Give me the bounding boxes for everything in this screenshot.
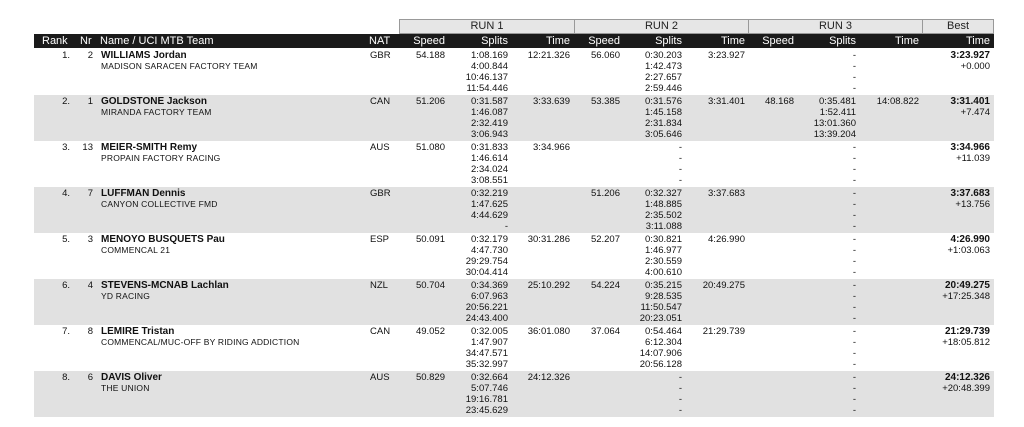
col-nat: NAT	[369, 35, 391, 47]
r2-time: 3:23.927	[708, 50, 745, 61]
r3-split: -	[852, 372, 856, 383]
r1-split: 2:34.024	[471, 164, 508, 175]
bib-number: 8	[87, 326, 93, 337]
r1-split: 1:46.614	[471, 153, 508, 164]
r2-split: -	[678, 405, 682, 416]
r3-split: -	[852, 234, 856, 245]
time-gap: +11.039	[956, 153, 990, 164]
r2-split: 1:48.885	[645, 199, 682, 210]
time-gap: +17:25.348	[942, 291, 990, 302]
r1-split: 23:45.629	[465, 405, 508, 416]
best-time: 21:29.739	[944, 326, 990, 337]
r2-split: 9:28.535	[645, 291, 682, 302]
time-gap: +18:05.812	[942, 337, 990, 348]
rider-name: DAVIS Oliver	[101, 372, 162, 383]
r2-split: 2:59.446	[645, 83, 682, 94]
run1-header: RUN 1	[399, 19, 575, 34]
r1-time: 24:12.326	[527, 372, 570, 383]
r1-split: 0:34.369	[471, 280, 508, 291]
col-r1-time: Time	[545, 35, 570, 47]
r2-split: -	[678, 142, 682, 153]
r1-time: 25:10.292	[527, 280, 570, 291]
r3-split: -	[852, 72, 856, 83]
team-name: MIRANDA FACTORY TEAM	[101, 107, 212, 117]
r1-split: 1:46.087	[471, 107, 508, 118]
r1-time: 30:31.286	[527, 234, 570, 245]
r1-split: 4:00.844	[471, 61, 508, 72]
col-r2-speed: Speed	[588, 35, 620, 47]
r1-split: 24:43.400	[465, 313, 508, 324]
r2-split: 3:11.088	[645, 221, 682, 232]
rank-cell: 1.	[62, 50, 70, 61]
r1-speed: 50.091	[415, 234, 445, 245]
rider-name: LEMIRE Tristan	[101, 326, 175, 337]
run2-header: RUN 2	[574, 19, 749, 34]
team-name: COMMENCAL 21	[101, 245, 171, 255]
r2-split: 3:05.646	[645, 129, 682, 140]
r3-split: -	[852, 175, 856, 186]
best-time: 20:49.275	[944, 280, 990, 291]
r2-split: 20:23.051	[639, 313, 682, 324]
team-name: COMMENCAL/MUC-OFF BY RIDING ADDICTION	[101, 337, 300, 347]
best-time: 4:26.990	[950, 234, 990, 245]
team-name: CANYON COLLECTIVE FMD	[101, 199, 218, 209]
r2-split: 0:35.215	[645, 280, 682, 291]
r1-split: 5:07.746	[471, 383, 508, 394]
r3-split: 13:01.360	[813, 118, 856, 129]
r1-speed: 50.704	[415, 280, 445, 291]
col-r2-splits: Splits	[655, 35, 682, 47]
r1-split: 30:04.414	[465, 267, 508, 278]
run3-header: RUN 3	[748, 19, 923, 34]
r1-split: 3:08.551	[471, 175, 508, 186]
r3-split: -	[852, 302, 856, 313]
r2-split: 2:31.834	[645, 118, 682, 129]
time-gap: +13.756	[955, 199, 990, 210]
time-gap: +7.474	[960, 107, 990, 118]
r2-split: 2:27.657	[645, 72, 682, 83]
r3-split: -	[852, 164, 856, 175]
r1-split: 0:32.179	[471, 234, 508, 245]
rider-name: LUFFMAN Dennis	[101, 188, 186, 199]
r1-split: 0:31.833	[471, 142, 508, 153]
bib-number: 2	[87, 50, 93, 61]
r2-split: 20:56.128	[639, 359, 682, 370]
r1-time: 36:01.080	[527, 326, 570, 337]
col-name: Name / UCI MTB Team	[100, 35, 214, 47]
r3-split: 1:52.411	[819, 107, 856, 118]
r3-time: 14:08.822	[876, 96, 919, 107]
r3-speed: 48.168	[764, 96, 794, 107]
r3-split: -	[852, 359, 856, 370]
col-r3-speed: Speed	[762, 35, 794, 47]
r2-split: -	[678, 383, 682, 394]
rank-cell: 6.	[62, 280, 70, 291]
rank-cell: 3.	[62, 142, 70, 153]
rank-cell: 2.	[62, 96, 70, 107]
r2-split: -	[678, 372, 682, 383]
r1-split: 0:32.219	[471, 188, 508, 199]
rank-cell: 8.	[62, 372, 70, 383]
r1-split: 4:44.629	[471, 210, 508, 221]
col-r1-splits: Splits	[481, 35, 508, 47]
col-r2-time: Time	[720, 35, 745, 47]
r3-split: 13:39.204	[813, 129, 856, 140]
r3-split: -	[852, 221, 856, 232]
best-header: Best	[922, 19, 994, 34]
r2-split: 14:07.906	[639, 348, 682, 359]
r2-speed: 51.206	[590, 188, 620, 199]
r1-speed: 51.206	[415, 96, 445, 107]
r2-split: 2:30.559	[645, 256, 682, 267]
r1-time: 3:34.966	[533, 142, 570, 153]
nationality: AUS	[370, 372, 390, 383]
r1-split: 34:47.571	[465, 348, 508, 359]
r2-split: 0:30.821	[645, 234, 682, 245]
r1-split: 1:47.907	[471, 337, 508, 348]
time-gap: +1:03.063	[947, 245, 990, 256]
col-r3-time: Time	[894, 35, 919, 47]
r2-time: 3:31.401	[708, 96, 745, 107]
best-time: 3:34.966	[950, 142, 990, 153]
r3-split: -	[852, 280, 856, 291]
bib-number: 13	[82, 142, 93, 153]
col-nr: Nr	[80, 35, 92, 47]
r2-speed: 54.224	[590, 280, 620, 291]
team-name: PROPAIN FACTORY RACING	[101, 153, 221, 163]
r1-split: 1:47.625	[471, 199, 508, 210]
time-gap: +0.000	[960, 61, 990, 72]
rider-name: MENOYO BUSQUETS Pau	[101, 234, 225, 245]
col-r1-speed: Speed	[413, 35, 445, 47]
r1-split: 10:46.137	[465, 72, 508, 83]
r1-split: 29:29.754	[465, 256, 508, 267]
rank-cell: 5.	[62, 234, 70, 245]
r1-speed: 51.080	[415, 142, 445, 153]
r1-split: 0:32.664	[471, 372, 508, 383]
team-name: THE UNION	[101, 383, 150, 393]
r1-split: 0:31.587	[471, 96, 508, 107]
rider-name: GOLDSTONE Jackson	[101, 96, 207, 107]
r2-speed: 37.064	[590, 326, 620, 337]
rider-name: WILLIAMS Jordan	[101, 50, 187, 61]
r3-split: -	[852, 383, 856, 394]
r1-split: 20:56.221	[465, 302, 508, 313]
best-time: 3:31.401	[950, 96, 990, 107]
r3-split: -	[852, 83, 856, 94]
r1-split: 1:08.169	[471, 50, 508, 61]
r2-split: 0:31.576	[645, 96, 682, 107]
col-r3-splits: Splits	[829, 35, 856, 47]
r1-split: 2:32.419	[471, 118, 508, 129]
r3-split: -	[852, 313, 856, 324]
r2-split: 0:54.464	[645, 326, 682, 337]
nationality: GBR	[370, 188, 391, 199]
bib-number: 1	[87, 96, 93, 107]
r3-split: -	[852, 142, 856, 153]
r2-time: 21:29.739	[702, 326, 745, 337]
time-gap: +20:48.399	[942, 383, 990, 394]
rider-name: MEIER-SMITH Remy	[101, 142, 198, 153]
col-best-time: Time	[965, 35, 990, 47]
r2-speed: 56.060	[590, 50, 620, 61]
r2-split: 6:12.304	[645, 337, 682, 348]
r2-split: 2:35.502	[645, 210, 682, 221]
r1-split: 19:16.781	[465, 394, 508, 405]
col-rank: Rank	[42, 35, 68, 47]
r2-time: 4:26.990	[708, 234, 745, 245]
nationality: CAN	[370, 326, 391, 337]
best-time: 24:12.326	[944, 372, 990, 383]
r3-split: -	[852, 348, 856, 359]
nationality: CAN	[370, 96, 391, 107]
r2-split: 0:30.203	[645, 50, 682, 61]
r2-split: -	[678, 153, 682, 164]
nationality: NZL	[370, 280, 388, 291]
r2-split: -	[678, 164, 682, 175]
team-name: MADISON SARACEN FACTORY TEAM	[101, 61, 258, 71]
r2-split: 4:00.610	[645, 267, 682, 278]
r1-split: 0:32.005	[471, 326, 508, 337]
r2-speed: 52.207	[590, 234, 620, 245]
r1-time: 12:21.326	[527, 50, 570, 61]
r1-speed: 49.052	[415, 326, 445, 337]
rider-name: STEVENS-MCNAB Lachlan	[101, 280, 229, 291]
r3-split: -	[852, 394, 856, 405]
r3-split: -	[852, 267, 856, 278]
r2-time: 20:49.275	[702, 280, 745, 291]
bib-number: 7	[87, 188, 93, 199]
r3-split: -	[852, 61, 856, 72]
r1-split: -	[504, 221, 508, 232]
r3-split: -	[852, 188, 856, 199]
r2-split: 1:45.158	[645, 107, 682, 118]
r2-split: 1:46.977	[645, 245, 682, 256]
r2-split: 0:32.327	[645, 188, 682, 199]
r2-split: -	[678, 394, 682, 405]
r2-time: 3:37.683	[708, 188, 745, 199]
r1-split: 35:32.997	[465, 359, 508, 370]
r3-split: -	[852, 337, 856, 348]
r2-split: 11:50.547	[640, 302, 682, 313]
r3-split: -	[852, 291, 856, 302]
nationality: GBR	[370, 50, 391, 61]
r3-split: -	[852, 405, 856, 416]
r3-split: -	[852, 256, 856, 267]
r3-split: -	[852, 50, 856, 61]
r1-speed: 54.188	[415, 50, 445, 61]
r3-split: -	[852, 199, 856, 210]
r3-split: -	[852, 326, 856, 337]
best-time: 3:37.683	[950, 188, 990, 199]
r1-time: 3:33.639	[533, 96, 570, 107]
r1-split: 3:06.943	[471, 129, 508, 140]
r3-split: 0:35.481	[819, 96, 856, 107]
r2-speed: 53.385	[590, 96, 620, 107]
bib-number: 4	[87, 280, 93, 291]
bib-number: 3	[87, 234, 93, 245]
r2-split: -	[678, 175, 682, 186]
r3-split: -	[852, 153, 856, 164]
r1-split: 6:07.963	[471, 291, 508, 302]
rank-cell: 4.	[62, 188, 70, 199]
r3-split: -	[852, 245, 856, 256]
r1-split: 4:47.730	[471, 245, 508, 256]
r1-speed: 50.829	[415, 372, 445, 383]
rank-cell: 7.	[62, 326, 70, 337]
r3-split: -	[852, 210, 856, 221]
nationality: ESP	[370, 234, 390, 245]
r1-split: 11:54.446	[466, 83, 508, 94]
bib-number: 6	[87, 372, 93, 383]
team-name: YD RACING	[101, 291, 151, 301]
nationality: AUS	[370, 142, 390, 153]
best-time: 3:23.927	[950, 50, 990, 61]
r2-split: 1:42.473	[645, 61, 682, 72]
